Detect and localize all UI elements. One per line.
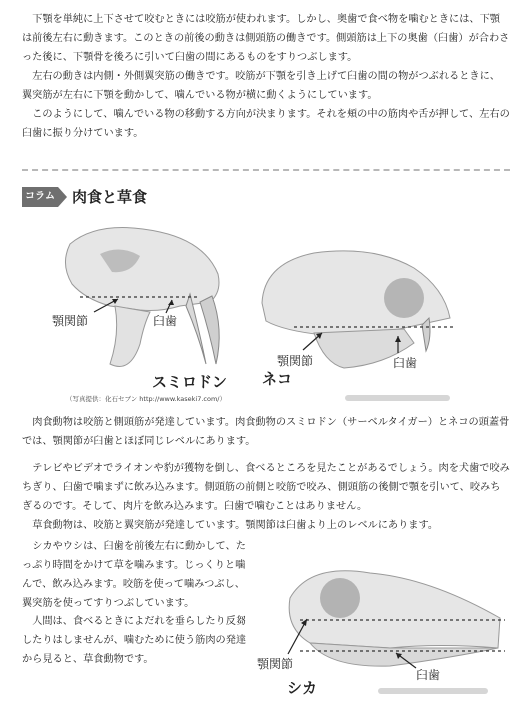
intro-paragraph-3: このようにして、噛んでいる物の移動する方向が決まります。それを頬の中の筋肉や舌が押して、左右の臼歯に振り分けています。 [22,109,510,139]
photo-credit: （写真提供：化石セブン http://www.kaseki7.com/） [66,395,226,403]
body-paragraph-1: 肉食動物は咬筋と側頭筋が発達しています。肉食動物のスミロドン（サーベルタイガー）とネコの頭蓋骨では、顎関節が臼歯とほぼ同じレベルにあります。 [22,417,510,447]
cat-joint-arrow [300,330,326,352]
cat-joint-label: 顎関節 [277,354,314,368]
deer-joint-label: 顎関節 [257,657,294,671]
smilodon-skull-image [40,214,240,394]
deer-tooth-arrow [392,650,418,670]
column-badge-arrow [58,187,67,207]
blurred-credit-2 [378,688,488,694]
body-paragraph-4: シカやウシは、臼歯を前後左右に動かして、たっぷり時間をかけて草を噛みます。じっくりと噛んで、飲み込みます。咬筋を使って噛みつぶし、翼突筋を使ってすりつぶしています。 [22,541,246,609]
smilodon-joint-label: 顎関節 [52,314,89,328]
column-badge: コラム [22,187,58,207]
cat-tooth-label: 臼歯 [393,356,418,370]
deer-tooth-label: 臼歯 [416,668,441,682]
smilodon-name-label: スミロドン [152,373,228,391]
column-title: 肉食と草食 [72,188,148,206]
section-divider [22,169,510,171]
intro-paragraph-1: 下顎を単純に上下させて咬むときには咬筋が使われます。しかし、奥歯で食べ物を噛むときには、下顎は前後左右に動きます。このときの前後の動きは側頭筋の働きです。側頭筋は上下の奥歯（臼歯）が合わさった後に、下顎骨を後ろに引いて臼歯の間にあるものをすりつぶします。 [22,14,510,63]
smilodon-tooth-label: 臼歯 [153,314,178,328]
body-paragraph-3: 草食動物は、咬筋と翼突筋が発達しています。顎関節は臼歯より上のレベルにあります。 [32,520,439,531]
intro-paragraph-2: 左右の動きは内側・外側翼突筋の働きです。咬筋が下顎を引き上げて臼歯の間の物がつぶれるときに、翼突筋が左右に下顎を動かして、噛んでいる物が横に動くようにしています。 [22,71,500,101]
smilodon-joint-arrow [92,296,122,314]
body-paragraph-2: テレビやビデオでライオンや豹が獲物を倒し、食べるところを見たことがあるでしょう。肉を犬歯で咬みちぎり、臼歯で噛まずに飲み込みます。側頭筋の前側と咬筋で咬み、側頭筋の後側で顎を引いて、咬みちぎるのです。そして、肉片を飲み込みます。臼歯で噛むことはありません。 [22,463,510,512]
blurred-credit [345,395,450,401]
deer-name-label: シカ [287,679,318,697]
smilodon-tooth-arrow [160,298,180,314]
cat-tooth-arrow [390,334,410,354]
body-paragraph-5: 人間は、食べるときによだれを垂らしたり反芻したりはしませんが、噛むために使う筋肉の発達から見ると、草食動物です。 [22,616,247,665]
cat-name-label: ネコ [262,370,293,388]
deer-joint-arrow [283,616,311,656]
